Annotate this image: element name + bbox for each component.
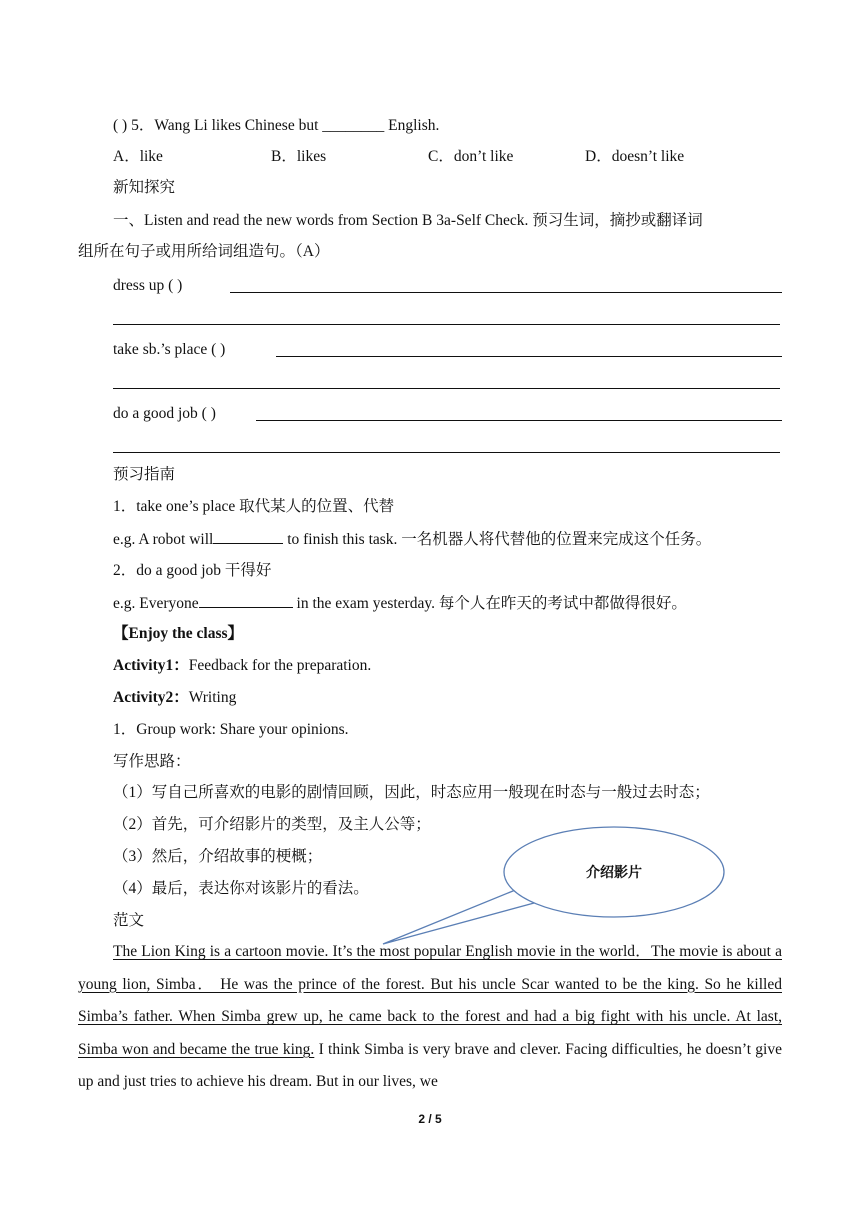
question-5: ( ) 5．Wang Li likes Chinese but ________ English. <box>113 117 440 134</box>
writing-step-1: （1）写自己所喜欢的电影的剧情回顾，因此，时态应用一般现在时态与一般过去时态； <box>113 784 710 801</box>
activity-2-text: Writing <box>188 689 237 706</box>
example-2-start: e.g. Everyone <box>113 595 199 612</box>
guide-phrase-2: 2．do a good job 干得好 <box>113 562 272 579</box>
activity-1-label: Activity1： <box>113 657 189 674</box>
option-d: D．doesn’t like <box>585 148 685 165</box>
example-1-start: e.g. A robot will <box>113 531 214 548</box>
sample-essay <box>78 936 782 1099</box>
page-number: 2 / 5 <box>418 1112 442 1126</box>
example-2-end: in the exam yesterday. 每个人在昨天的考试中都做得很好。 <box>292 595 687 612</box>
essay-rest: I think Simba is very brave and clever. Facing difficulties, he doesn’t give up and just tries to achieve his dream. But in our lives, we <box>78 1040 782 1091</box>
word-item-dress-up: dress up ( ) <box>113 277 183 294</box>
activity-2-label: Activity2： <box>113 689 189 706</box>
option-a: A．like <box>113 148 163 165</box>
writing-step-2: （2）首先，可介绍影片的类型，及主人公等； <box>113 816 431 833</box>
writing-step-3: （3）然后，介绍故事的梗概； <box>113 848 323 865</box>
guide-phrase-1: 1．take one’s place 取代某人的位置、代替 <box>113 498 395 515</box>
example-1-end: to finish this task. 一名机器人将代替他的位置来完成这个任务。 <box>283 531 712 548</box>
task-1-instruction: 一、Listen and read the new words from Section B 3a-Self Check. 预习生词，摘抄或翻译词 <box>113 212 703 229</box>
callout-label: 介绍影片 <box>586 865 642 881</box>
word-item-take-place: take sb.’s place ( ) <box>113 341 226 358</box>
enjoy-class-title: 【Enjoy the class】 <box>113 625 244 642</box>
word-item-good-job: do a good job ( ) <box>113 405 216 422</box>
essay-underlined: The Lion King is a cartoon movie. It’s the most popular English movie in the world．The movie is about a young lion, Simba． He was the prince of the forest. But his uncle Scar wanted to be the king. So he killed Simba’s father. When Simba grew up, he came back to the forest and had a big fight with his uncle. At last, Simba won and became the true king. <box>78 943 782 1058</box>
sample-essay-title: 范文 <box>113 912 145 929</box>
writing-step-4: （4）最后，表达你对该影片的看法。 <box>113 880 369 897</box>
task-1-instruction-cont: 组所在句子或用所给词组造句。（A） <box>78 243 330 260</box>
group-work: 1．Group work: Share your opinions. <box>113 721 349 738</box>
activity-1-text: Feedback for the preparation. <box>188 657 372 674</box>
writing-ideas-title: 写作思路： <box>113 753 191 770</box>
option-c: C．don’t like <box>428 148 514 165</box>
option-b: B．likes <box>271 148 327 165</box>
guide-title: 预习指南 <box>113 466 176 483</box>
section-heading-new-knowledge: 新知探究 <box>113 179 176 196</box>
